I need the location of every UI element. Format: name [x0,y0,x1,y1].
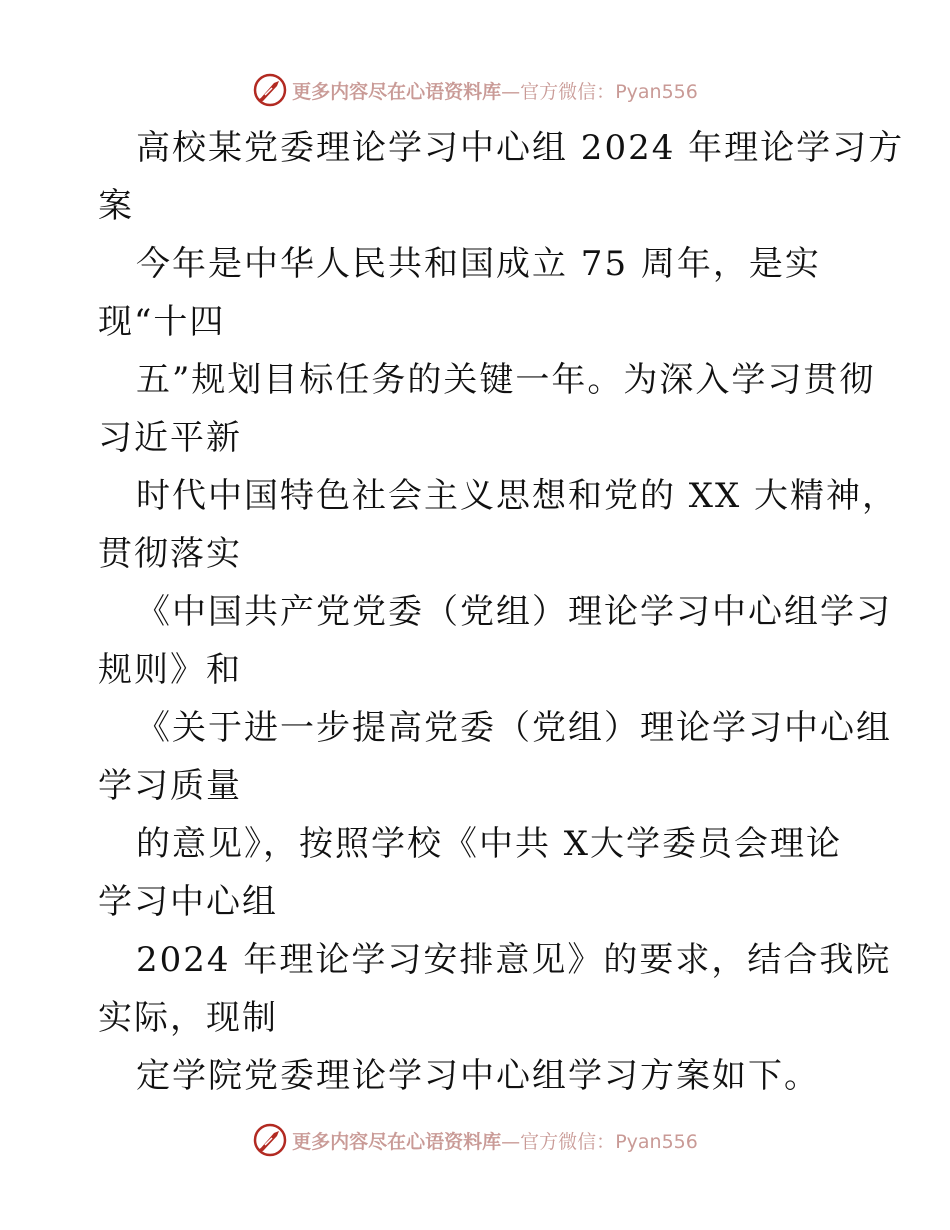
paragraph-line: 《关于进一步提高党委（党组）理论学习中心组 [136,708,892,748]
paragraph-line: 2024 年理论学习安排意见》的要求，结合我院 [136,940,892,980]
document-title-line-2: 案 [98,186,134,226]
watermark-account: Pyan556 [615,1130,698,1153]
paragraph-line: 定学院党委理论学习中心组学习方案如下。 [136,1056,820,1096]
document-title-line-1: 高校某党委理论学习中心组 2024 年理论学习方 [136,128,905,168]
paragraph-line: 贯彻落实 [98,534,242,574]
paragraph-line: 规则》和 [98,650,242,690]
paragraph-line: 五”规划目标任务的关键一年。为深入学习贯彻 [136,360,876,400]
watermark-site-name: 更多内容尽在心语资料库 [292,80,502,103]
paragraph-line: 学习中心组 [98,882,278,922]
watermark-account: Pyan556 [615,80,698,103]
watermark-text [292,77,698,104]
watermark-text [292,1127,698,1154]
paragraph-line: 现“十四 [98,302,226,342]
paragraph-line: 习近平新 [98,418,242,458]
quill-logo-icon [252,72,288,108]
paragraph-line: 的意见》，按照学校《中共 X大学委员会理论 [136,824,843,864]
watermark-separator: — [501,1130,521,1153]
paragraph-line: 《中国共产党党委（党组）理论学习中心组学习 [136,592,892,632]
paragraph-line: 时代中国特色社会主义思想和党的 XX 大精神， [136,476,899,516]
watermark-header [0,70,950,110]
watermark-site-name: 更多内容尽在心语资料库 [292,1130,502,1153]
paragraph-line: 学习质量 [98,766,242,806]
quill-logo-icon [252,1122,288,1158]
watermark-footer [0,1120,950,1160]
watermark-separator: — [501,80,521,103]
paragraph-line: 今年是中华人民共和国成立 75 周年，是实 [136,244,821,284]
watermark-official-label: 官方微信： [520,80,616,103]
watermark-official-label: 官方微信： [520,1130,616,1153]
paragraph-line: 实际，现制 [98,998,278,1038]
